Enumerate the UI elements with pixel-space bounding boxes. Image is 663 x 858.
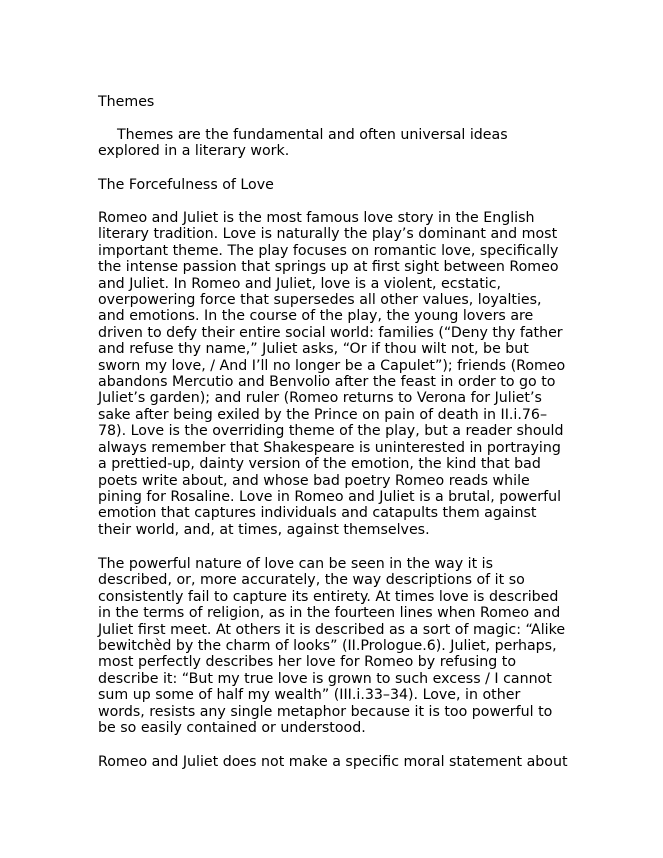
text-line: literary tradition. Love is naturally the play’s dominant and most [98, 226, 558, 243]
text-line: a prettied-up, dainty version of the emotion, the kind that bad [98, 456, 541, 473]
text-line: bewitchèd by the charm of looks” (II.Prologue.6). Juliet, perhaps, [98, 638, 557, 655]
text-line: always remember that Shakespeare is uninterested in portraying [98, 439, 561, 456]
paragraph-1 [98, 210, 576, 538]
text-line: Themes are the fundamental and often universal ideas [117, 127, 508, 143]
text-line: abandons Mercutio and Benvolio after the feast in order to go to [98, 374, 556, 391]
text-line: most perfectly describes her love for Romeo by refusing to [98, 654, 517, 671]
text-line: sworn my love, / And I’ll no longer be a Capulet”); friends (Romeo [98, 357, 566, 374]
text-line: explored in a literary work. [98, 143, 290, 160]
section-heading-text: The Forcefulness of Love [98, 177, 274, 193]
text-line: overpowering force that supersedes all other values, loyalties, [98, 292, 542, 309]
text-line: Romeo and Juliet does not make a specific moral statement about [98, 754, 568, 770]
intro-paragraph [98, 127, 576, 160]
text-line: described, or, more accurately, the way descriptions of it so [98, 572, 525, 589]
text-line: sake after being exiled by the Prince on pain of death in II.i.76– [98, 406, 548, 423]
text-line: The powerful nature of love can be seen in the way it is [98, 556, 494, 572]
text-line: Juliet’s garden); and ruler (Romeo returns to Verona for Juliet’s [98, 390, 542, 407]
text-line: 78). Love is the overriding theme of the play, but a reader should [98, 423, 564, 440]
text-line: emotion that captures individuals and catapults them against [98, 505, 537, 522]
text-line: pining for Rosaline. Love in Romeo and Juliet is a brutal, powerful [98, 488, 562, 505]
text-line: their world, and, at times, against themselves. [98, 521, 430, 538]
text-line: poets write about, and whose bad poetry Romeo reads while [98, 472, 530, 489]
text-line: in the terms of religion, as in the fourteen lines when Romeo and [98, 605, 561, 622]
page-title-text: Themes [98, 94, 155, 110]
section-heading [98, 177, 576, 193]
text-line: Juliet first meet. At others it is described as a sort of magic: “Alike [98, 621, 566, 638]
text-line: be so easily contained or understood. [98, 720, 366, 737]
text-line: words, resists any single metaphor because it is too powerful to [98, 703, 553, 720]
text-line: describe it: “But my true love is grown to such excess / I cannot [98, 670, 552, 687]
text-line: driven to defy their entire social world: families (“Deny thy father [98, 324, 563, 341]
text-line: important theme. The play focuses on romantic love, specifically [98, 242, 559, 259]
paragraph-2 [98, 556, 576, 736]
page-title [98, 94, 576, 110]
text-line: consistently fail to capture its entirety. At times love is described [98, 588, 559, 605]
text-line: the intense passion that springs up at first sight between Romeo [98, 259, 559, 276]
paragraph-3 [98, 754, 576, 770]
text-line: Romeo and Juliet is the most famous love story in the English [98, 210, 535, 226]
text-line: and refuse thy name,” Juliet asks, “Or if thou wilt not, be but [98, 341, 529, 358]
text-line: and Juliet. In Romeo and Juliet, love is a violent, ecstatic, [98, 275, 502, 292]
text-line: and emotions. In the course of the play, the young lovers are [98, 308, 534, 325]
text-line: sum up some of half my wealth” (III.i.33–34). Love, in other [98, 687, 521, 704]
